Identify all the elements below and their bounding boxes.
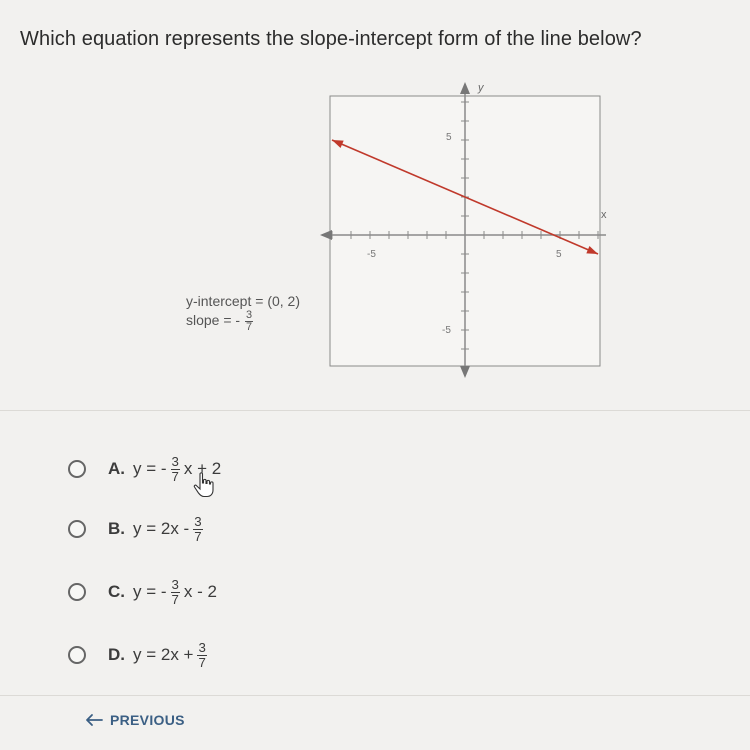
x-tick-pos5: 5 bbox=[556, 249, 562, 260]
choice-a-post: x + 2 bbox=[183, 459, 222, 478]
choice-d[interactable] bbox=[68, 638, 208, 672]
slope-fraction bbox=[245, 310, 253, 333]
choice-b-equation bbox=[133, 515, 204, 543]
choice-a-letter: A. bbox=[108, 459, 125, 478]
choice-b-fraction bbox=[193, 515, 202, 543]
x-axis-left-arrow-icon bbox=[320, 230, 332, 240]
slope-text bbox=[186, 310, 300, 333]
choice-d-numerator: 3 bbox=[198, 640, 206, 656]
choice-c-numerator: 3 bbox=[171, 577, 179, 593]
choice-d-denominator: 7 bbox=[198, 654, 206, 670]
choice-b[interactable] bbox=[68, 512, 204, 546]
choice-b-numerator: 3 bbox=[194, 514, 202, 530]
x-axis-label: x bbox=[601, 209, 607, 221]
coordinate-graph bbox=[318, 80, 610, 380]
slope-denominator: 7 bbox=[245, 320, 253, 333]
y-tick-pos5: 5 bbox=[446, 132, 452, 143]
intercept-text: y-intercept = (0, 2) bbox=[186, 293, 300, 309]
choice-d-fraction bbox=[197, 641, 206, 669]
slope-numerator: 3 bbox=[245, 309, 253, 321]
choice-c-letter: C. bbox=[108, 582, 125, 601]
y-tick-neg5: -5 bbox=[442, 325, 451, 336]
choice-c-fraction bbox=[171, 578, 180, 606]
previous-button[interactable] bbox=[84, 712, 185, 728]
hand-cursor-icon bbox=[192, 472, 216, 498]
footer-divider bbox=[0, 695, 750, 696]
radio-button-c[interactable] bbox=[68, 583, 86, 601]
choice-a-fraction bbox=[171, 455, 180, 483]
radio-button-a[interactable] bbox=[68, 460, 86, 478]
x-tick-neg5: -5 bbox=[367, 249, 376, 260]
y-axis-up-arrow-icon bbox=[460, 82, 470, 94]
choice-d-letter: D. bbox=[108, 645, 125, 664]
choice-c-equation bbox=[133, 578, 217, 606]
radio-button-b[interactable] bbox=[68, 520, 86, 538]
choice-b-letter: B. bbox=[108, 519, 125, 538]
y-axis-label: y bbox=[478, 82, 484, 94]
choice-c-denominator: 7 bbox=[171, 591, 179, 607]
choice-c-post: x - 2 bbox=[183, 582, 217, 601]
line-info bbox=[186, 292, 300, 333]
choice-d-equation bbox=[133, 641, 208, 669]
radio-button-d[interactable] bbox=[68, 646, 86, 664]
choice-d-pre: y = 2x + bbox=[133, 645, 194, 664]
choice-c-pre: y = - bbox=[133, 582, 167, 601]
choice-a-pre: y = - bbox=[133, 459, 167, 478]
y-axis-down-arrow-icon bbox=[460, 366, 470, 378]
arrow-left-icon bbox=[84, 713, 104, 727]
question-text: Which equation represents the slope-intercept form of the line below? bbox=[20, 28, 642, 50]
section-divider bbox=[0, 410, 750, 411]
choice-b-pre: y = 2x - bbox=[133, 519, 190, 538]
choice-b-denominator: 7 bbox=[194, 528, 202, 544]
choice-a-numerator: 3 bbox=[171, 454, 179, 470]
slope-label: slope = - bbox=[186, 312, 241, 329]
previous-label: PREVIOUS bbox=[110, 712, 185, 728]
choice-a-denominator: 7 bbox=[171, 468, 179, 484]
choice-c[interactable] bbox=[68, 575, 217, 609]
graph-svg bbox=[318, 80, 610, 380]
